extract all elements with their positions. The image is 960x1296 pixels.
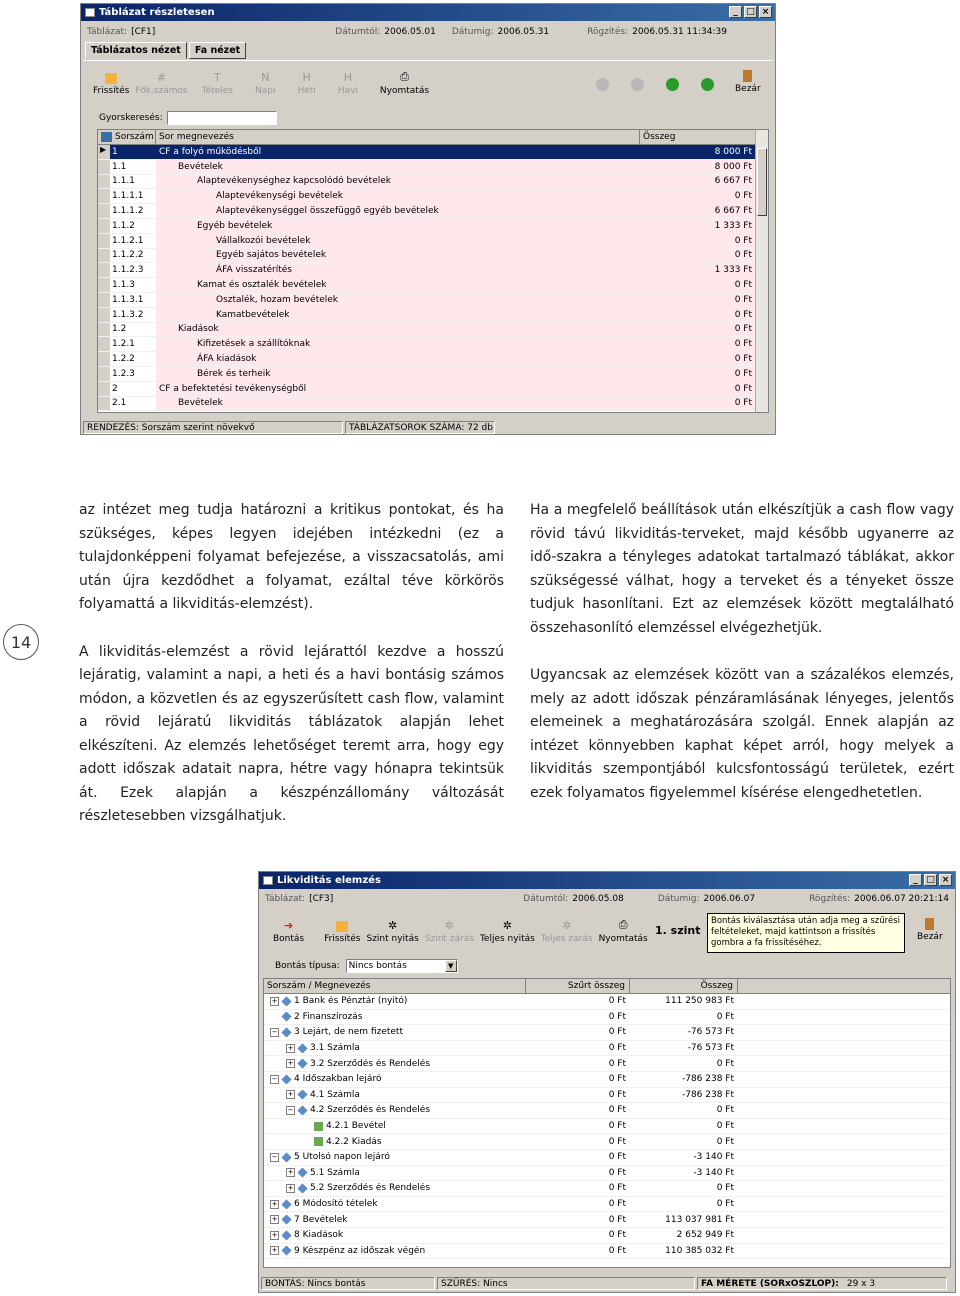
cell-sorszam: 1.1.1.2	[112, 206, 144, 217]
next-record-button[interactable]	[666, 78, 679, 91]
cell-filtered-amount: 0 Ft	[608, 1121, 626, 1132]
tree-row[interactable]	[264, 1010, 950, 1026]
table-row[interactable]	[98, 160, 756, 175]
folder-diamond-icon	[281, 996, 291, 1006]
cell-filtered-amount: 0 Ft	[608, 1199, 626, 1210]
row-selector[interactable]	[98, 382, 110, 396]
folder-diamond-icon	[297, 1183, 307, 1193]
last-record-button[interactable]	[701, 78, 714, 91]
to-value: 2006.06.07	[703, 894, 756, 904]
tree-item-label: 4 Időszakban lejáró	[294, 1074, 382, 1085]
cell-amount: 0 Ft	[716, 1011, 734, 1022]
cell-sorszam: 1.1	[112, 161, 127, 172]
folder-diamond-icon	[297, 1168, 307, 1178]
split-status: BONTÁS: Nincs bontás	[261, 1277, 435, 1290]
row-selector[interactable]	[98, 249, 110, 263]
cell-amount: 8 000 Ft	[640, 160, 756, 174]
minimize-button[interactable]: _	[909, 874, 922, 886]
tree-item-label: 4.2.2 Kiadás	[326, 1136, 382, 1147]
row-selector[interactable]	[98, 323, 110, 337]
print-button[interactable]: ⎙ Nyomtatás	[379, 70, 430, 96]
cell-name: Kamat és osztalék bevételek	[156, 278, 640, 292]
cell-amount: 0 Ft	[640, 397, 756, 411]
door-icon	[743, 70, 752, 82]
cell-amount: -76 573 Ft	[687, 1043, 734, 1054]
left-column	[79, 499, 504, 853]
expand-icon[interactable]: +	[287, 1168, 294, 1177]
tree-item-label: 8 Kiadások	[294, 1230, 344, 1241]
cell-filtered-amount: 0 Ft	[608, 1043, 626, 1054]
cell-amount: -76 573 Ft	[687, 1027, 734, 1038]
cell-sorszam: 1.1.2	[112, 220, 135, 231]
cell-sorszam: 1.2.1	[112, 339, 135, 350]
table-row[interactable]	[98, 397, 756, 412]
cell-sorszam: 1.1.3.2	[112, 309, 144, 320]
cell-sorszam: 1.2	[112, 324, 127, 335]
cf1-table	[97, 129, 769, 413]
cell-sorszam: 1.2.3	[112, 368, 135, 379]
tree-item-label: 3 Lejárt, de nem fizetett	[294, 1027, 403, 1038]
tree-item-label: 3.2 Szerződés és Rendelés	[310, 1058, 431, 1069]
tree-row[interactable]	[264, 1088, 950, 1104]
cell-sorszam: 1.1.3.1	[112, 294, 144, 305]
tree-size-status: FA MÉRETE (SORxOSZLOP): 29 x 3	[697, 1277, 947, 1290]
col-header-amount[interactable]: Összeg	[640, 130, 756, 144]
col-header-name[interactable]: Sor megnevezés	[156, 130, 640, 144]
t-icon: T	[213, 70, 221, 84]
cell-sorszam: 2.1	[112, 398, 127, 409]
table-row[interactable]	[98, 249, 756, 264]
split-type-label: Bontás típusa:	[275, 961, 340, 971]
cell-amount: 0 Ft	[640, 337, 756, 351]
tree-row[interactable]	[264, 1181, 950, 1197]
cell-filtered-amount: 0 Ft	[608, 1230, 626, 1241]
cell-filtered-amount: 0 Ft	[608, 1214, 626, 1225]
table-row[interactable]	[98, 352, 756, 367]
tree-row[interactable]	[264, 1228, 950, 1244]
window2-titlebar[interactable]	[259, 872, 955, 889]
tab-fa-nezet[interactable]: Fa nézet	[189, 42, 246, 59]
cell-amount: 0 Ft	[640, 382, 756, 396]
hash-icon: #	[156, 70, 167, 84]
level-open-button[interactable]: ✲ Szint nyitás	[366, 918, 419, 944]
refresh-icon	[336, 921, 348, 932]
sort-status: RENDEZÉS: Sorszám szerint növekvő	[83, 421, 343, 434]
row-selector[interactable]	[98, 293, 110, 307]
tree-item-label: 4.1 Számla	[310, 1089, 360, 1100]
row-selector[interactable]	[98, 263, 110, 277]
tree-item-label: 6 Módosító tételek	[294, 1199, 378, 1210]
cell-filtered-amount: 0 Ft	[608, 996, 626, 1007]
row-selector[interactable]	[98, 397, 110, 411]
filter-status: SZŰRÉS: Nincs	[437, 1277, 695, 1290]
cell-amount: 0 Ft	[716, 1136, 734, 1147]
expand-icon[interactable]: +	[287, 1043, 294, 1052]
cell-amount: 0 Ft	[640, 323, 756, 337]
cell-filtered-amount: 0 Ft	[608, 1136, 626, 1147]
collapse-icon[interactable]: −	[271, 1074, 278, 1083]
cell-filtered-amount: 0 Ft	[608, 1245, 626, 1256]
folder-diamond-icon	[281, 1215, 291, 1225]
full-open-button[interactable]: ✲ Teljes nyitás	[479, 918, 535, 944]
folder-diamond-icon	[281, 1012, 291, 1022]
split-button[interactable]: ➔ Bontás	[273, 918, 305, 944]
table-icon	[314, 1137, 323, 1146]
left-paragraph-2: A likviditás-elemzést a rövid lejárattól kezdve a hosszú lejáratig, valamint a napi, a heti és a havi bontásig számos módon, a közvetlen és az egyszerűsített cash flow, valamint a rövid lejáratú likviditás táblázatok alapján lehet elkészíteni. Az elemzés lehetőséget teremt arra, hogy egy adott időszak adatait napra, hétre vagy hónapra tekintsük át. Ezek alapján a készpénzállomány változását részletesebben vizsgálhatjuk.	[79, 643, 504, 824]
tree-row[interactable]	[264, 1119, 950, 1135]
window1-title: Táblázat részletesen	[99, 7, 215, 18]
close-level-icon: ✲	[444, 918, 454, 932]
tree-row[interactable]	[264, 1212, 950, 1228]
printer-icon: ⎙	[400, 70, 409, 83]
row-selector[interactable]	[98, 337, 110, 351]
right-paragraph-2: Ugyancsak az elemzések között van a százalékos elemzés, mely az adott időszak pénzáramlásának lényeges, jelentős elemeinek a meghatározására szolgál. Ennek alapján az intézet könnyebben kaphat képet arról, hogy melyek a likviditás szempontjából kulcsfontosságú területek, ezért ezek folyamatos figyelemmel kísérése elengedhetetlen.	[530, 667, 954, 801]
cell-name: ÁFA visszatérítés	[156, 263, 640, 277]
cell-name: Bevételek	[156, 160, 640, 174]
table-row[interactable]	[98, 219, 756, 234]
minimize-button[interactable]: _	[729, 6, 742, 18]
quick-search-label: Gyorskeresés:	[99, 113, 163, 123]
tab-tablazatos-nezet[interactable]: Táblázatos nézet	[85, 42, 187, 59]
monthly-button[interactable]: H Havi	[337, 70, 358, 96]
cell-amount: 0 Ft	[640, 367, 756, 381]
cell-amount: 6 667 Ft	[640, 175, 756, 189]
cell-filtered-amount: 0 Ft	[608, 1058, 626, 1069]
folder-diamond-icon	[297, 1090, 307, 1100]
cell-amount: -786 238 Ft	[681, 1074, 734, 1085]
collapse-icon[interactable]: −	[271, 1152, 278, 1161]
cell-filtered-amount: 0 Ft	[608, 1011, 626, 1022]
app-icon	[263, 876, 273, 885]
table-row[interactable]	[98, 234, 756, 249]
table-row[interactable]	[98, 293, 756, 308]
cell-amount: 0 Ft	[640, 293, 756, 307]
table-row[interactable]	[98, 323, 756, 338]
door-icon	[925, 918, 934, 930]
cell-amount: 111 250 983 Ft	[665, 996, 734, 1007]
maximize-button[interactable]: □	[744, 6, 757, 18]
col-header-filtered[interactable]: Szűrt összeg	[526, 979, 630, 993]
cell-name: Vállalkozói bevételek	[156, 234, 640, 248]
cell-amount: 8 000 Ft	[640, 145, 756, 159]
print-button[interactable]: ⎙ Nyomtatás	[598, 918, 648, 944]
from-label: Dátumtól:	[523, 894, 569, 904]
cell-sorszam: 1.1.2.1	[112, 235, 144, 246]
cell-sorszam: 1.1.1	[112, 176, 135, 187]
row-count-status: TÁBLÁZATSOROK SZÁMA: 72 db	[345, 421, 495, 434]
tab-divider	[83, 60, 773, 61]
cell-name: CF a befektetési tevékenységből	[156, 382, 640, 396]
tree-row[interactable]	[264, 1041, 950, 1057]
cell-name: Kifizetések a szállítóknak	[156, 337, 640, 351]
cell-amount: 0 Ft	[640, 308, 756, 322]
cell-amount: 110 385 032 Ft	[665, 1245, 734, 1256]
tree-item-label: 7 Bevételek	[294, 1214, 348, 1225]
table-row[interactable]	[98, 382, 756, 397]
cell-name: Egyéb bevételek	[156, 219, 640, 233]
row-selector[interactable]	[98, 352, 110, 366]
table-icon	[314, 1122, 323, 1131]
table-scrollbar[interactable]	[755, 130, 768, 412]
cell-sorszam: 1.1.2.2	[112, 250, 144, 261]
col-header-sorszam[interactable]: Sorszám	[98, 130, 156, 144]
table-label: Táblázat:	[87, 27, 128, 37]
table-label: Táblázat:	[265, 894, 306, 904]
row-selector[interactable]	[98, 160, 110, 174]
cell-amount: 0 Ft	[640, 278, 756, 292]
cell-amount: 0 Ft	[640, 249, 756, 263]
cell-filtered-amount: 0 Ft	[608, 1152, 626, 1163]
tree-item-label: 1 Bank és Pénztár (nyitó)	[294, 996, 408, 1007]
chevron-down-icon[interactable]: ▼	[445, 960, 457, 972]
rec-value: 2006.06.07 20:21:14	[854, 894, 949, 904]
expand-icon[interactable]: +	[271, 1230, 278, 1239]
expand-icon[interactable]: +	[287, 1183, 294, 1192]
expand-icon[interactable]: +	[287, 1059, 294, 1068]
folder-diamond-icon	[281, 1027, 291, 1037]
tree-row[interactable]	[264, 1244, 950, 1260]
table-row[interactable]	[98, 204, 756, 219]
window-likviditas-elemzes	[258, 871, 956, 1293]
table-row[interactable]	[98, 145, 756, 160]
full-close-button[interactable]: ✲ Teljes zárás	[540, 918, 593, 944]
collapse-icon[interactable]: −	[271, 1027, 278, 1036]
folder-diamond-icon	[281, 1152, 291, 1162]
col-header-name[interactable]: Sorszám / Megnevezés	[264, 979, 526, 993]
tree-row[interactable]	[264, 1150, 950, 1166]
table-row[interactable]	[98, 337, 756, 352]
cell-sorszam: 1.2.2	[112, 354, 135, 365]
prev-record-button[interactable]	[631, 78, 644, 91]
tree-item-label: 3.1 Számla	[310, 1043, 360, 1054]
quick-search-input[interactable]	[167, 111, 277, 125]
cell-amount: 0 Ft	[640, 189, 756, 203]
cell-amount: 0 Ft	[716, 1183, 734, 1194]
page-number: 14	[3, 624, 39, 660]
cell-amount: 1 333 Ft	[640, 263, 756, 277]
row-selector[interactable]	[98, 367, 110, 381]
col-header-amount[interactable]: Összeg	[630, 979, 738, 993]
folder-diamond-icon	[281, 1074, 291, 1084]
cell-amount: 0 Ft	[640, 352, 756, 366]
from-label: Dátumtól:	[335, 27, 381, 37]
cell-amount: 113 037 981 Ft	[665, 1214, 734, 1225]
right-column	[530, 499, 954, 829]
row-selector[interactable]	[98, 278, 110, 292]
cell-amount: 0 Ft	[716, 1105, 734, 1116]
folder-diamond-icon	[297, 1105, 307, 1115]
cell-sorszam: 1.1.3	[112, 280, 135, 291]
main-number-button[interactable]: # Fők.számos	[135, 70, 188, 96]
expand-icon[interactable]: +	[287, 1090, 294, 1099]
tree-item-label: 5.2 Szerződés és Rendelés	[310, 1183, 431, 1194]
tree-item-label: 5.1 Számla	[310, 1167, 360, 1178]
cell-filtered-amount: 0 Ft	[608, 1183, 626, 1194]
rec-value: 2006.05.31 11:34:39	[632, 27, 727, 37]
folder-diamond-icon	[297, 1043, 307, 1053]
first-record-button[interactable]	[596, 78, 609, 91]
red-arrow-icon: ➔	[283, 918, 294, 932]
row-selector[interactable]	[98, 308, 110, 322]
table-value: [CF1]	[131, 27, 156, 37]
cell-sorszam: 1.1.1.1	[112, 191, 144, 202]
cell-name: Alaptevékenységhez kapcsolódó bevételek	[156, 175, 640, 189]
refresh-button[interactable]: Frissítés	[93, 73, 129, 96]
tree-row[interactable]	[264, 1056, 950, 1072]
maximize-button[interactable]: □	[924, 874, 937, 886]
cell-name: Egyéb sajátos bevételek	[156, 249, 640, 263]
table-row[interactable]	[98, 263, 756, 278]
cell-name: CF a folyó működésből	[156, 145, 640, 159]
cell-sorszam: 1.1.2.3	[112, 265, 144, 276]
tree-row[interactable]	[264, 994, 950, 1010]
collapse-icon[interactable]: −	[287, 1105, 294, 1114]
cell-filtered-amount: 0 Ft	[608, 1167, 626, 1178]
left-paragraph-1: az intézet meg tudja határozni a kritikus pontokat, és ha szükséges, képes legyen idejében intézkedni (ez a tulajdonképpeni folyamat befejezése, a visszacsatolás, ami után újra kezdődhet a folyamat, ezáltal téve körkörös folyamattá a likviditás-elemzést).	[79, 502, 504, 612]
right-paragraph-1: Ha a megfelelő beállítások után elkészítjük a cash flow vagy rövid távú likviditás-terveket, majd később ugyanerre az idő-szakra a tényleges adatokat tartalmazó táblákat, akkor szükségessé válhat, hogy a terveket és a tényeket össze tudjuk hasonlítani. Ezt az elemzések között megtalálható összehasonlító elemzéssel elvégezhetjük.	[530, 502, 954, 636]
tree-item-label: 2 Finanszírozás	[294, 1011, 363, 1022]
cell-filtered-amount: 0 Ft	[608, 1074, 626, 1085]
cell-name: Alaptevékenységgel összefüggő egyéb bevételek	[156, 204, 640, 218]
expand-icon[interactable]: +	[271, 1199, 278, 1208]
window-tablazat-reszletesen	[80, 3, 776, 435]
row-selector[interactable]	[98, 175, 110, 189]
cell-filtered-amount: 0 Ft	[608, 1027, 626, 1038]
split-type-select[interactable]: Nincs bontás ▼	[346, 959, 458, 973]
items-button[interactable]: T Tételes	[201, 70, 233, 96]
to-label: Dátumig:	[451, 27, 494, 37]
full-open-icon: ✲	[502, 918, 512, 932]
level-indicator: 1. szint	[655, 924, 701, 937]
cell-name: Alaptevékenységi bevételek	[156, 189, 640, 203]
cell-amount: 0 Ft	[640, 234, 756, 248]
cell-amount: -786 238 Ft	[681, 1089, 734, 1100]
open-level-icon: ✲	[388, 918, 398, 932]
weekly-button[interactable]: H Heti	[297, 70, 316, 96]
to-value: 2006.05.31	[497, 27, 550, 37]
window2-title: Likviditás elemzés	[277, 875, 381, 886]
close-button[interactable]: Bezár	[735, 70, 761, 94]
cell-amount: 2 652 949 Ft	[676, 1230, 734, 1241]
day-icon: N	[261, 70, 270, 84]
rec-label: Rögzítés:	[587, 27, 629, 37]
close-window-button[interactable]: ×	[759, 6, 772, 18]
row-selector[interactable]	[98, 204, 110, 218]
table-row[interactable]	[98, 189, 756, 204]
cell-name: Kiadások	[156, 323, 640, 337]
expand-icon[interactable]: +	[271, 1246, 278, 1255]
tree-item-label: 9 Készpénz az időszak végén	[294, 1245, 426, 1256]
app-icon	[85, 8, 95, 17]
rec-label: Rögzítés:	[809, 894, 851, 904]
table-row[interactable]	[98, 278, 756, 293]
from-value: 2006.05.01	[384, 27, 436, 37]
expand-icon[interactable]: +	[271, 996, 278, 1005]
cell-sorszam: 2	[112, 383, 118, 394]
tree-row[interactable]	[264, 1025, 950, 1041]
tree-row[interactable]	[264, 1197, 950, 1213]
refresh-button[interactable]: Frissítés	[324, 921, 360, 944]
folder-diamond-icon	[281, 1230, 291, 1240]
close-window-button[interactable]: ×	[939, 874, 952, 886]
tree-item-label: 4.2 Szerződés és Rendelés	[310, 1105, 431, 1116]
expand-icon[interactable]: +	[271, 1215, 278, 1224]
row-selector[interactable]	[98, 189, 110, 203]
tree-item-label: 5 Utolsó napon lejáró	[294, 1152, 390, 1163]
tree-row[interactable]	[264, 1072, 950, 1088]
folder-diamond-icon	[281, 1246, 291, 1256]
tree-row[interactable]	[264, 1134, 950, 1150]
cell-amount: -3 140 Ft	[693, 1152, 734, 1163]
folder-diamond-icon	[281, 1199, 291, 1209]
cell-filtered-amount: 0 Ft	[608, 1089, 626, 1100]
week-icon: H	[302, 70, 311, 84]
daily-button[interactable]: N Napi	[255, 70, 276, 96]
printer-icon: ⎙	[618, 918, 628, 931]
window1-titlebar[interactable]	[81, 4, 775, 21]
table-row[interactable]	[98, 367, 756, 382]
cell-name: Bevételek	[156, 397, 640, 411]
tree-item-label: 4.2.1 Bevétel	[326, 1121, 386, 1132]
refresh-icon	[105, 73, 117, 84]
table-row[interactable]	[98, 308, 756, 323]
cell-name: Kamatbevételek	[156, 308, 640, 322]
table-value: [CF3]	[309, 894, 334, 904]
cell-amount: 0 Ft	[716, 1058, 734, 1069]
full-close-icon: ✲	[562, 918, 572, 932]
hint-tooltip: Bontás kiválasztása után adja meg a szűrési feltételeket, majd kattintson a frissítés gombra a fa frissítéséhez.	[707, 913, 905, 953]
cell-name: Osztalék, hozam bevételek	[156, 293, 640, 307]
cell-amount: 0 Ft	[716, 1199, 734, 1210]
from-value: 2006.05.08	[572, 894, 624, 904]
folder-diamond-icon	[297, 1059, 307, 1069]
cell-filtered-amount: 0 Ft	[608, 1105, 626, 1116]
to-label: Dátumig:	[657, 894, 700, 904]
level-close-button[interactable]: ✲ Szint zárás	[424, 918, 474, 944]
cell-name: ÁFA kiadások	[156, 352, 640, 366]
row-selector[interactable]	[98, 219, 110, 233]
tree-row[interactable]	[264, 1103, 950, 1119]
row-selector[interactable]	[98, 234, 110, 248]
month-icon: H	[343, 70, 352, 84]
cell-name: Bérek és terheik	[156, 367, 640, 381]
cell-amount: 1 333 Ft	[640, 219, 756, 233]
cell-amount: -3 140 Ft	[693, 1167, 734, 1178]
row-selector[interactable]: ▶	[98, 145, 110, 159]
close-button[interactable]: Bezár	[917, 918, 943, 942]
scrollbar-thumb[interactable]	[757, 148, 767, 216]
tree-row[interactable]	[264, 1166, 950, 1182]
table-row[interactable]	[98, 175, 756, 190]
liquidity-tree-table	[263, 978, 951, 1268]
cell-amount: 0 Ft	[716, 1121, 734, 1132]
cell-sorszam: 1	[112, 146, 118, 157]
cell-amount: 6 667 Ft	[640, 204, 756, 218]
